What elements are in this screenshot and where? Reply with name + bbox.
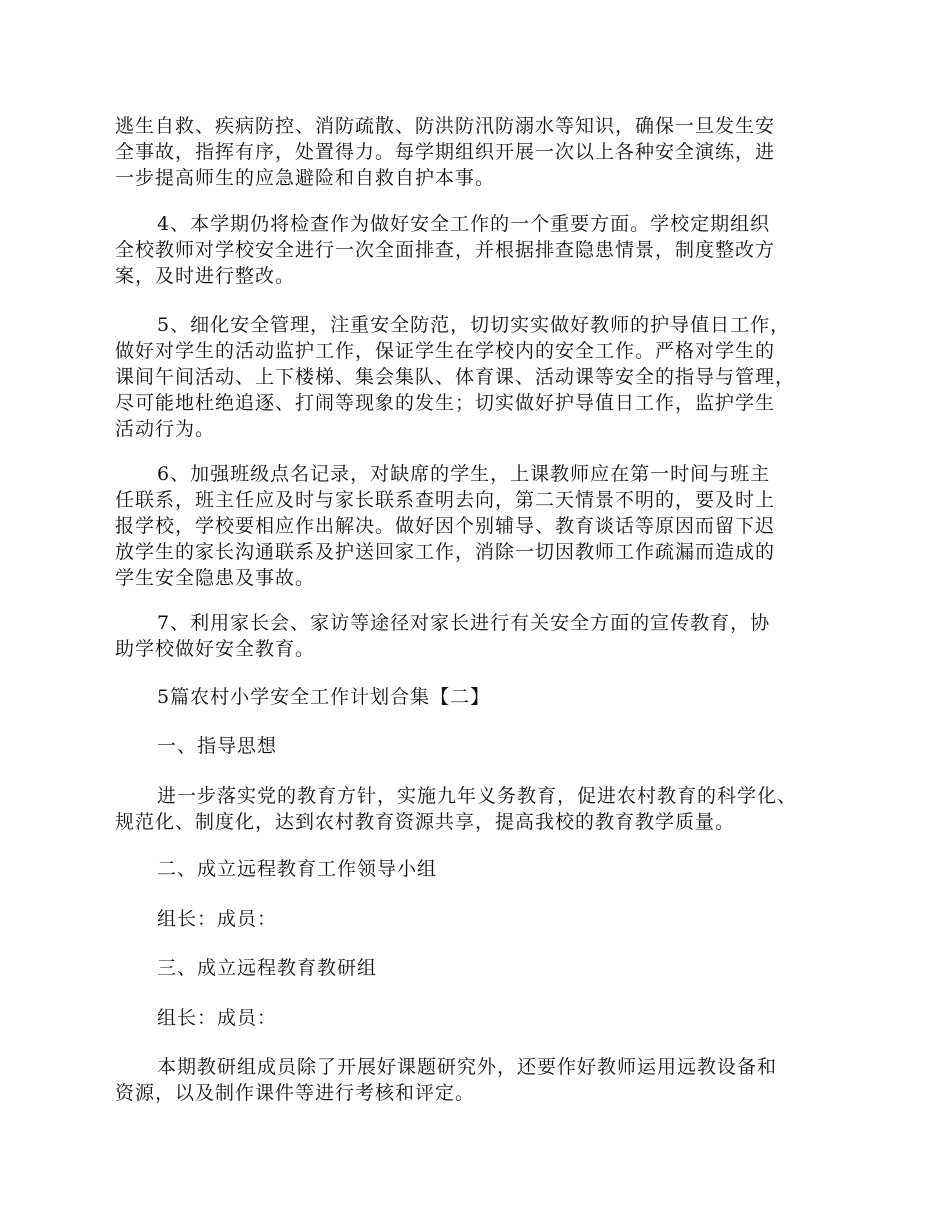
paragraph-guiding-thought <box>115 783 840 835</box>
text-line: 做好对学生的活动监护工作，保证学生在学校内的安全工作。严格对学生的 <box>115 340 776 362</box>
text-line: 本期教研组成员除了开展好课题研究外，还要作好教师运用远教设备和 <box>157 1056 778 1078</box>
text-line: 组长：成员： <box>157 1007 278 1029</box>
paragraph-emergency-knowledge <box>115 113 840 191</box>
text-line: 报学校，学校要相应作出解决。做好因个别辅导、教育谈话等原因而留下迟 <box>115 515 776 537</box>
text-line: 全事故，指挥有序，处置得力。每学期组织开展一次以上各种安全演练，进 <box>115 141 776 163</box>
text-line: 课间午间活动、上下楼梯、集会集队、体育课、活动课等安全的指导与管理， <box>115 366 796 388</box>
text-line: 学生安全隐患及事故。 <box>115 567 316 589</box>
text-line: 6、加强班级点名记录，对缺席的学生，上课教师应在第一时间与班主 <box>157 463 771 485</box>
text-line: 放学生的家长沟通联系及护送回家工作，消除一切因教师工作疏漏而造成的 <box>115 541 776 563</box>
text-line: 二、成立远程教育工作领导小组 <box>157 858 438 880</box>
text-line: 4、本学期仍将检查作为做好安全工作的一个重要方面。学校定期组织 <box>157 213 771 235</box>
text-line: 尽可能地杜绝追逐、打闹等现象的发生；切实做好护导值日工作，监护学生 <box>115 392 776 414</box>
text-line: 案，及时进行整改。 <box>115 265 296 287</box>
text-line: 组长：成员： <box>157 908 278 930</box>
text-line: 全校教师对学校安全进行一次全面排查，并根据排查隐患情景，制度整改方 <box>115 239 776 261</box>
section-title <box>115 684 840 710</box>
text-line: 三、成立远程教育教研组 <box>157 957 378 979</box>
text-line: 任联系，班主任应及时与家长联系查明去向，第二天情景不明的，要及时上 <box>115 489 776 511</box>
text-line: 5篇农村小学安全工作计划合集【二】 <box>157 686 491 708</box>
heading-guiding-thought <box>115 733 840 759</box>
paragraph-research-duties <box>115 1054 840 1106</box>
text-line: 规范化、制度化，达到农村教育资源共享，提高我校的教育教学质量。 <box>115 811 736 833</box>
text-line: 一、指导思想 <box>157 735 278 757</box>
paragraph-item-4 <box>115 211 840 289</box>
text-line: 资源，以及制作课件等进行考核和评定。 <box>115 1082 476 1104</box>
text-line: 进一步落实党的教育方针，实施九年义务教育，促进农村教育的科学化、 <box>157 785 798 807</box>
heading-research-group <box>115 955 840 981</box>
text-line: 5、细化安全管理，注重安全防范，切切实实做好教师的护导值日工作， <box>157 314 791 336</box>
paragraph-item-5 <box>115 312 840 442</box>
leadership-members <box>115 906 840 932</box>
heading-leadership-group <box>115 856 840 882</box>
paragraph-item-7 <box>115 610 840 662</box>
text-line: 逃生自救、疾病防控、消防疏散、防洪防汛防溺水等知识，确保一旦发生安 <box>115 115 776 137</box>
research-members <box>115 1005 840 1031</box>
text-line: 活动行为。 <box>115 418 216 440</box>
text-line: 助学校做好安全教育。 <box>115 638 316 660</box>
text-line: 一步提高师生的应急避险和自救自护本事。 <box>115 167 496 189</box>
paragraph-item-6 <box>115 461 840 591</box>
text-line: 7、利用家长会、家访等途径对家长进行有关安全方面的宣传教育，协 <box>157 612 771 634</box>
